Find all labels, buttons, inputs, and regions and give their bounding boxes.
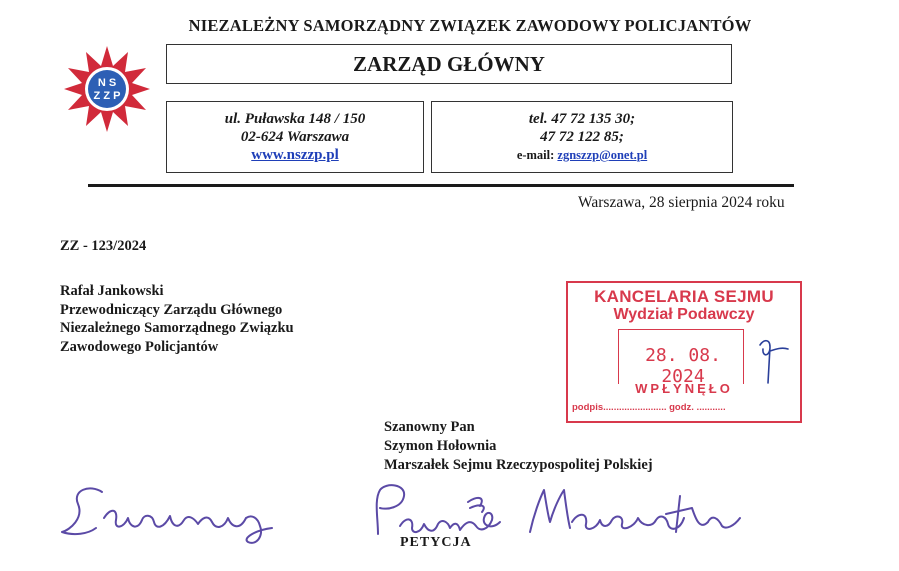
sender-block [60, 282, 294, 356]
city-address: 02-624 Warszawa [240, 129, 350, 145]
stamp-signature-line: podpis........................ godz. ........... [572, 402, 726, 413]
email-link[interactable]: zgnszzp@onet.pl [557, 148, 648, 162]
svg-text:Z Z P: Z Z P [93, 90, 121, 102]
organization-title: NIEZALEŻNY SAMORZĄDNY ZWIĄZEK ZAWODOWY POLICJANTÓW [188, 16, 752, 35]
website-link[interactable]: www.nszzp.pl [251, 147, 339, 163]
stamp-office: KANCELARIA SEJMU [594, 287, 774, 306]
email-label: e-mail: [516, 148, 558, 162]
street-address: ul. Puławska 148 / 150 [224, 111, 366, 127]
stamp-received: WPŁYNĘŁO [635, 381, 733, 396]
header-divider [88, 184, 794, 187]
stamp-date: 28. 08. 2024 [645, 345, 721, 387]
addressee-salutation: Szanowny Pan [384, 419, 475, 435]
phone-number-2: 47 72 122 85; [540, 129, 624, 145]
registry-stamp [566, 281, 802, 423]
phone-number-1: tel. 47 72 135 30; [528, 111, 636, 127]
addressee-block [384, 418, 653, 475]
sender-title-line: Niezależnego Samorządnego Związku [60, 320, 294, 336]
svg-text:N S: N S [97, 77, 117, 89]
contact-box [431, 101, 733, 173]
email-line [517, 146, 647, 164]
date-line: Warszawa, 28 sierpnia 2024 roku [578, 194, 785, 211]
stamp-initials-icon [754, 335, 790, 385]
address-box [166, 101, 424, 173]
reference-number: ZZ - 123/2024 [60, 238, 147, 254]
addressee-name: Szymon Hołownia [384, 438, 497, 454]
sender-title-line: Zawodowego Policjantów [60, 338, 219, 355]
stamp-department: Wydział Podawczy [613, 306, 755, 323]
sender-title-line: Przewodniczący Zarządu Głównego [60, 301, 283, 318]
board-title-box [166, 44, 732, 84]
board-title: ZARZĄD GŁÓWNY [353, 51, 545, 76]
petition-heading: PETYCJA [400, 535, 472, 550]
sender-name: Rafał Jankowski [60, 283, 164, 299]
addressee-title: Marszałek Sejmu Rzeczypospolitej Polskiej [384, 457, 653, 473]
nszzp-logo-icon [62, 44, 152, 134]
